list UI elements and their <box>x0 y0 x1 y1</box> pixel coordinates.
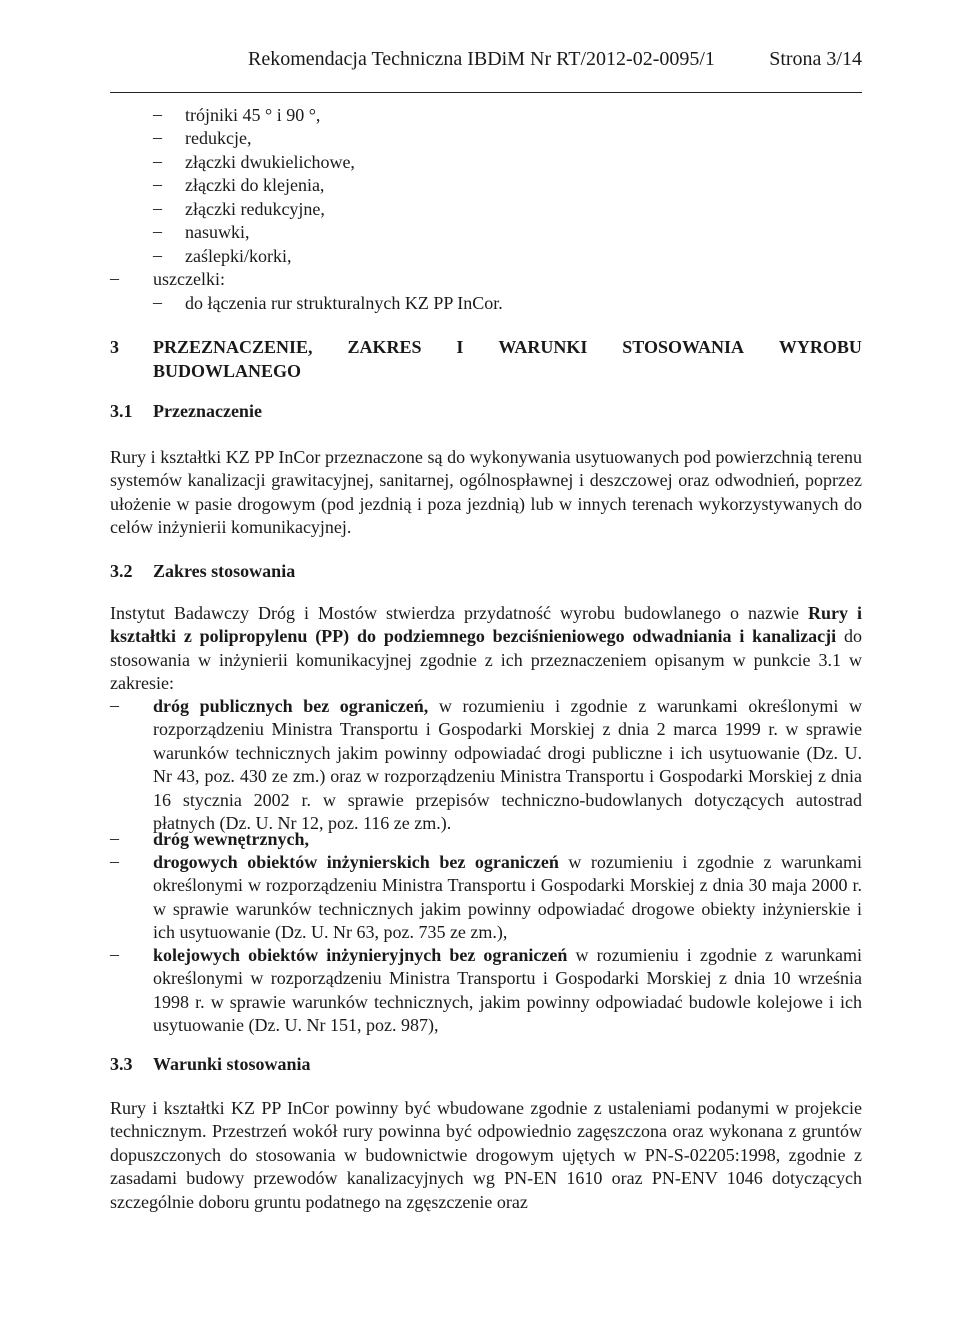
subsection-3-2-intro <box>110 602 862 696</box>
section-number: 3 <box>110 337 119 357</box>
section-title-word: PRZEZNACZENIE, <box>153 337 313 357</box>
subsection-number: 3.2 <box>110 561 133 581</box>
list-item: złączki dwukielichowe, <box>185 152 355 172</box>
list-bullet: – <box>153 198 162 218</box>
seals-sub-item: do łączenia rur strukturalnych KZ PP InCor. <box>185 293 503 313</box>
list-bullet: – <box>153 221 162 241</box>
list-item: złączki do klejenia, <box>185 175 325 195</box>
scope-item <box>153 695 862 835</box>
intro-text: Instytut Badawczy Dróg i Mostów stwierdza przydatność wyrobu budowlanego o nazwie <box>110 603 808 623</box>
list-bullet: – <box>110 268 119 288</box>
list-bullet: – <box>110 851 119 871</box>
document-title: Rekomendacja Techniczna IBDiM Nr RT/2012-02-0095/1 <box>248 48 715 70</box>
section-title-word: WARUNKI <box>498 337 588 357</box>
subsection-3-1-paragraph: Rury i kształtki KZ PP InCor przeznaczone są do wykonywania usytuowanych pod powierzchnią terenu systemów kanalizacji grawitacyjnej, sanitarnej, ogólnospławnej i deszczowej oraz odwodnień, poprzez ułożenie w pasie drogowym (pod jezdnią i poza jezdnią) lub w innych terenach wykorzystywanych do celów inżynierii komunikacyjnej. <box>110 447 862 538</box>
scope-item-text: w rozumieniu i zgodnie z warunkami określonymi w rozporządzeniu Ministra Transportu i Gospodarki Morskiej z dnia 30 maja 2000 r. w sprawie warunków technicznych jakim powinny odpowiadać drogowe obiekty inżynierskie i ich usytuowanie (Dz. U. Nr 63, poz. 735 ze zm.), <box>153 852 862 943</box>
subsection-title: Przeznaczenie <box>153 401 262 421</box>
seals-label: uszczelki: <box>153 269 225 289</box>
intro-text-rest: do stosowania w inżynierii komunikacyjnej zgodnie z ich przeznaczeniem opisanym w punkcie 3.1 w zakresie: <box>110 626 862 694</box>
scope-item-text: w rozumieniu i zgodnie z warunkami określonymi w rozporządzeniu Ministra Transportu i Gospodarki Morskiej z dnia 2 marca 1999 r. w sprawie warunków technicznych jakim powinny odpowiadać drogi publiczne i ich usytuowanie (Dz. U. Nr 43, poz. 430 ze zm.) oraz w rozporządzeniu Ministra Transportu i Gospodarki Morskiej z dnia 16 stycznia 2002 r. w sprawie przepisów techniczno-budowlanych dotyczących autostrad płatnych (Dz. U. Nr 12, poz. 116 ze zm.). <box>153 696 862 834</box>
section-title-line1 <box>153 335 862 359</box>
list-bullet: – <box>153 245 162 265</box>
subsection-3-3-paragraph: Rury i kształtki KZ PP InCor powinny być wbudowane zgodnie z ustaleniami podanymi w projekcie technicznym. Przestrzeń wokół rury powinna być odpowiednio zagęszczona oraz wykonana z gruntów dopuszczonych do stosowania w budownictwie drogowym ujętych w PN-S-02205:1998, zgodnie z zasadami budowy przewodów kanalizacyjnych wg PN-EN 1610 oraz PN-ENV 1046 dotyczących szczególnie doboru gruntu podatnego na zgęszczenie oraz <box>110 1098 862 1212</box>
scope-item-text: w rozumieniu i zgodnie z warunkami określonymi w rozporządzeniu Ministra Transportu i Gospodarki Morskiej z dnia 10 września 1998 r. w sprawie warunków technicznych, jakim powinny odpowiadać budowle kolejowe i ich usytuowanie (Dz. U. Nr 151, poz. 987), <box>153 945 863 1036</box>
list-bullet: – <box>110 695 119 715</box>
subsection-number: 3.3 <box>110 1054 133 1074</box>
list-bullet: – <box>153 151 162 171</box>
section-title-word: ZAKRES <box>347 337 422 357</box>
scope-item-title: kolejowych obiektów inżynieryjnych bez ograniczeń <box>153 945 568 965</box>
scope-item-title: dróg wewnętrznych, <box>153 829 309 849</box>
section-title-word: I <box>456 337 464 357</box>
subsection-title: Warunki stosowania <box>153 1054 311 1074</box>
section-title-word: WYROBU <box>778 337 862 357</box>
product-name: Rury i kształtki z polipropylenu (PP) do podziemnego bezciśnieniowego odwadniania i kanalizacji <box>110 603 863 647</box>
list-bullet: – <box>153 292 162 312</box>
list-item: złączki redukcyjne, <box>185 199 325 219</box>
scope-item-title: dróg publicznych bez ograniczeń, <box>153 696 429 716</box>
page-number: Strona 3/14 <box>769 48 862 70</box>
list-bullet: – <box>153 127 162 147</box>
list-item: nasuwki, <box>185 222 250 242</box>
scope-item-title: drogowych obiektów inżynierskich bez ograniczeń <box>153 852 559 872</box>
list-bullet: – <box>110 944 119 964</box>
subsection-title: Zakres stosowania <box>153 561 296 581</box>
scope-item <box>153 851 862 945</box>
list-bullet: – <box>153 174 162 194</box>
list-item: zaślepki/korki, <box>185 246 292 266</box>
header-divider <box>110 92 862 93</box>
section-title-word: STOSOWANIA <box>622 337 744 357</box>
list-bullet: – <box>153 104 162 124</box>
subsection-number: 3.1 <box>110 401 133 421</box>
list-item: trójniki 45 ° i 90 °, <box>185 105 321 125</box>
scope-item <box>153 944 862 1038</box>
scope-item <box>153 828 862 851</box>
list-item: redukcje, <box>185 128 252 148</box>
list-bullet: – <box>110 828 119 848</box>
section-title-line2: BUDOWLANEGO <box>153 361 302 381</box>
